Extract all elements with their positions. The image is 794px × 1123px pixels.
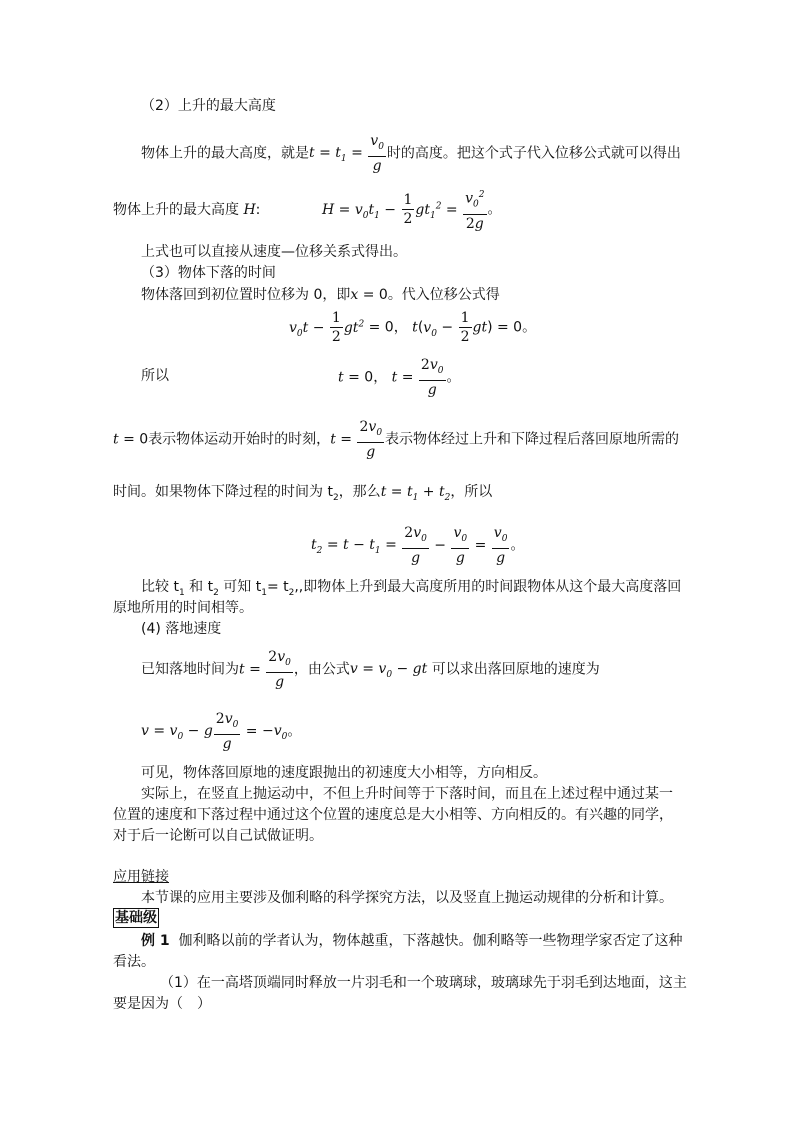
so-label: 所以	[141, 368, 169, 384]
section-heading-fall-time: （3）物体下落的时间	[141, 265, 276, 281]
conclusion-3: 位置的速度和下落过程中通过这个位置的速度总是大小相等、方向相反的。有兴趣的同学，	[113, 807, 673, 823]
conclusion-4: 对于后一论断可以自己试做证明。	[113, 828, 323, 844]
application-heading: 应用链接	[113, 869, 169, 885]
compare-line-2: 原地所用的时间相等。	[113, 600, 253, 616]
t-meaning-line: t = 0表示物体运动开始时的时刻，t = $\frac{2v_0}{g}$ 表示物体经过上升和下降过程后落回原地所需的	[113, 419, 680, 460]
section-heading-landing-speed: (4) 落地速度	[141, 621, 222, 637]
question-line-1: （1）在一高塔顶端同时释放一片羽毛和一个玻璃球，玻璃球先于羽毛到达地面，这主	[160, 975, 687, 991]
max-height-formula: $H = v_0t_1$ − $\frac{1}{2}$ $gt_1^2$ = $\frac{v_0^2}{2g}$ 。	[322, 186, 502, 235]
max-height-formula-line: 物体上升的最大高度 H:	[113, 202, 261, 218]
section-heading-max-height: （2）上升的最大高度	[141, 98, 276, 114]
conclusion-1: 可见，物体落回原地的速度跟抛出的初速度大小相等，方向相反。	[141, 765, 547, 781]
t-meaning-a: 表示物体经过上升和下降过程后落回原地所需的	[385, 431, 680, 448]
t2-equation: $t_2 = t - t_1$ = $\frac{2v_0}{g}$ − $\frac{v_0}{g}$ = $\frac{v_0}{g}$ 。	[311, 525, 525, 566]
fall-time-intro-b: 。代入位移公式得	[387, 287, 500, 303]
landing-line: 已知落地时间为t = $\frac{2v_0}{g}$ ，由公式$v = v_0$ − gt 可以求出落回原地的速度为	[141, 649, 600, 690]
max-height-intro-text-b: 时的高度。把这个式子代入位移公式就可以得出	[386, 145, 681, 162]
question-line-2: 要是因为（ ）	[113, 996, 211, 1012]
t0-meaning: 表示物体运动开始时的时刻，	[148, 431, 331, 448]
formula-t-equals-t1: $t = t_1$ =	[309, 145, 368, 165]
max-height-intro-text-a: 物体上升的最大高度，就是	[141, 145, 309, 162]
level-badge: 基础级	[115, 910, 157, 926]
fall-time-intro: 物体落回到初位置时位移为 0，即x = 0。代入位移公式得	[141, 287, 500, 303]
conclusion-2: 实际上，在竖直上抛运动中，不但上升时间等于下落时间，而且在上述过程中通过某一	[141, 786, 673, 802]
max-height-end: 。	[487, 201, 502, 218]
example-line-2: 看法。	[113, 954, 155, 970]
application-text: 本节课的应用主要涉及伽利略的科学探究方法，以及竖直上抛运动规律的分析和计算。	[141, 890, 673, 906]
t-meaning-line-2: 时间。如果物体下降过程的时间为 $t_2$，那么$t = t_1 + t_2$，所以	[113, 484, 493, 503]
fall-time-result: t = 0， t = $\frac{2v_0}{g}$ 。	[338, 357, 461, 398]
displacement-equation: $v_0t$ − $\frac{1}{2}$ $gt^2 = 0$， $t(v_0$ − $\frac{1}{2}$ gt) = 0。	[289, 310, 537, 346]
landing-velocity-equation: $v = v_0 - g$ $\frac{2v_0}{g}$ = $-v_0$。	[141, 711, 302, 752]
example-line-1: 例 1 伽利略以前的学者认为，物体越重，下落越快。伽利略等一些物理学家否定了这种	[141, 933, 683, 949]
max-height-label: 物体上升的最大高度	[113, 202, 239, 218]
formula-v0-over-g: $\frac{v_0}{g}$	[370, 133, 384, 174]
fall-time-intro-a: 物体落回到初位置时位移为 0，即	[141, 287, 351, 303]
max-height-intro	[141, 132, 681, 177]
example-label: 例 1	[141, 933, 170, 949]
compare-line-1: 比较 $t_1$ 和 $t_2$ 可知 $t_1= t_2$,,即物体上升到最大高度所用的时间跟物体从这个最大高度落回	[141, 579, 682, 598]
speed-displacement-note: 上式也可以直接从速度—位移关系式得出。	[141, 244, 407, 260]
max-height-var: H	[243, 202, 256, 218]
